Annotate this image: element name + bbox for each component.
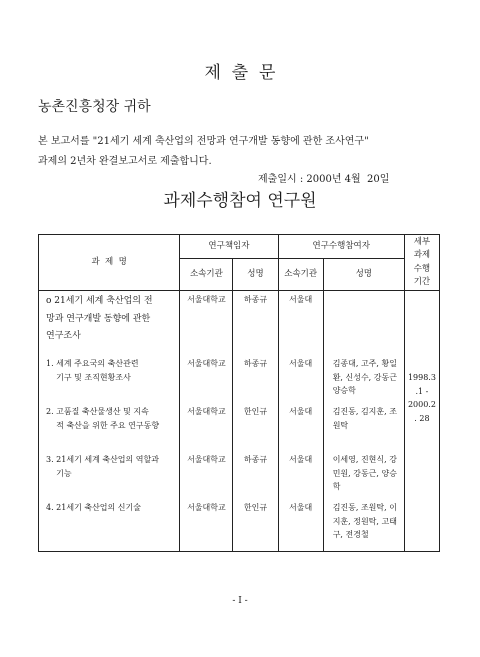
lead-org: 서울대학교 — [187, 359, 226, 368]
task-line: 3. 21세기 세계 축산업의 역할과 — [46, 455, 159, 464]
task-main — [42, 293, 176, 357]
body-line-2: 과제의 2년차 완결보고서로 제출합니다. — [38, 156, 212, 167]
task-line: 기능 — [46, 468, 72, 478]
addressee: 농촌진흥청장 귀하 — [38, 99, 151, 115]
period-spacer — [408, 293, 436, 371]
header-lead: 연구책임자 — [180, 235, 278, 259]
header-lead-name: 성명 — [233, 259, 278, 291]
lead-name: 하종규 — [243, 359, 268, 368]
participant-names: 이세영, 진현식, 강 민원, 강동근, 양승 학 — [332, 455, 397, 492]
lead-name-cell — [236, 293, 274, 357]
period-value: 1998.3 .1 - 2000.2 . 28 — [407, 373, 436, 423]
table-heading: 과제수행참여 연구원 — [163, 191, 317, 211]
task-item-4 — [42, 501, 176, 549]
task-item-2 — [42, 405, 176, 453]
participant-names-column — [323, 291, 404, 552]
participant-org-cell — [282, 293, 320, 357]
task-item-1 — [42, 357, 176, 405]
task-item-3 — [42, 453, 176, 501]
task-main-line: 망과 연구개발 동향에 관한 — [46, 313, 151, 324]
page-number: - I - — [232, 596, 248, 606]
body-line-1: 본 보고서를 "21세기 세계 축산업의 전망과 연구개발 동향에 관한 조사연구" — [38, 136, 369, 147]
participant-org-cell — [282, 405, 320, 453]
header-part-org: 소속기관 — [278, 259, 323, 291]
task-column — [39, 291, 180, 552]
research-participants-table — [38, 234, 440, 552]
participant-names-cell — [327, 357, 401, 405]
participant-org-cell — [282, 501, 320, 549]
lead-org-column — [180, 291, 233, 552]
task-main-line: o 21세기 세계 축산업의 전 — [46, 296, 153, 306]
task-line: 1. 세계 주요국의 축산관련 — [46, 359, 139, 368]
participant-names-cell — [327, 405, 401, 453]
task-line: 2. 고품질 축산물생산 및 지속 — [46, 407, 149, 416]
participant-org-cell — [282, 357, 320, 405]
lead-name-cell — [236, 357, 274, 405]
lead-org-cell — [183, 405, 229, 453]
lead-org-cell — [183, 501, 229, 549]
lead-org-cell — [183, 357, 229, 405]
header-participants: 연구수행참여자 — [278, 235, 404, 259]
header-task: 과 제 명 — [39, 235, 180, 291]
task-line: 4. 21세기 축산업의 신기술 — [46, 503, 141, 512]
lead-org: 서울대학교 — [187, 503, 226, 512]
participant-names-cell — [327, 453, 401, 501]
lead-name-cell — [236, 405, 274, 453]
participant-org-cell — [282, 453, 320, 501]
lead-org-cell — [183, 453, 229, 501]
participant-org: 서울대 — [289, 295, 313, 304]
lead-name: 한인규 — [243, 407, 268, 416]
participant-names: 김진동, 김지훈, 조 원탁 — [332, 407, 397, 430]
lead-name-column — [233, 291, 278, 552]
participant-org: 서울대 — [289, 503, 313, 512]
participant-org: 서울대 — [289, 407, 313, 416]
lead-name: 하종규 — [243, 295, 268, 304]
task-main-line: 연구조사 — [46, 331, 81, 342]
participant-org: 서울대 — [289, 455, 313, 464]
participant-org: 서울대 — [289, 359, 313, 368]
header-part-names: 성명 — [323, 259, 404, 291]
lead-name-cell — [236, 453, 274, 501]
header-period: 세부 과제 수행 기간 — [404, 235, 439, 291]
task-line: 기구 및 조직현황조사 — [46, 372, 131, 382]
participant-names-cell — [327, 501, 401, 549]
lead-org: 서울대학교 — [187, 455, 226, 464]
document-title: 제 출 문 — [204, 63, 276, 83]
lead-name: 한인규 — [243, 503, 268, 512]
participant-org-column — [278, 291, 323, 552]
header-lead-org: 소속기관 — [180, 259, 233, 291]
period-column — [404, 291, 439, 552]
participant-names: 김진동, 조원탁, 이 지훈, 정원탁, 고태 구, 전경철 — [332, 503, 397, 540]
participant-names-cell — [327, 293, 401, 357]
lead-org: 서울대학교 — [187, 407, 226, 416]
task-line: 적 축산을 위한 주요 연구동향 — [46, 420, 160, 430]
lead-org: 서울대학교 — [187, 295, 226, 304]
lead-name: 하종규 — [243, 455, 268, 464]
participant-names: 김종대, 고주, 황일 환, 신성수, 강동근 양승학 — [332, 359, 397, 396]
lead-name-cell — [236, 501, 274, 549]
lead-org-cell — [183, 293, 229, 357]
submission-date: 제출일시 : 2000년 4월 20일 — [258, 174, 390, 185]
